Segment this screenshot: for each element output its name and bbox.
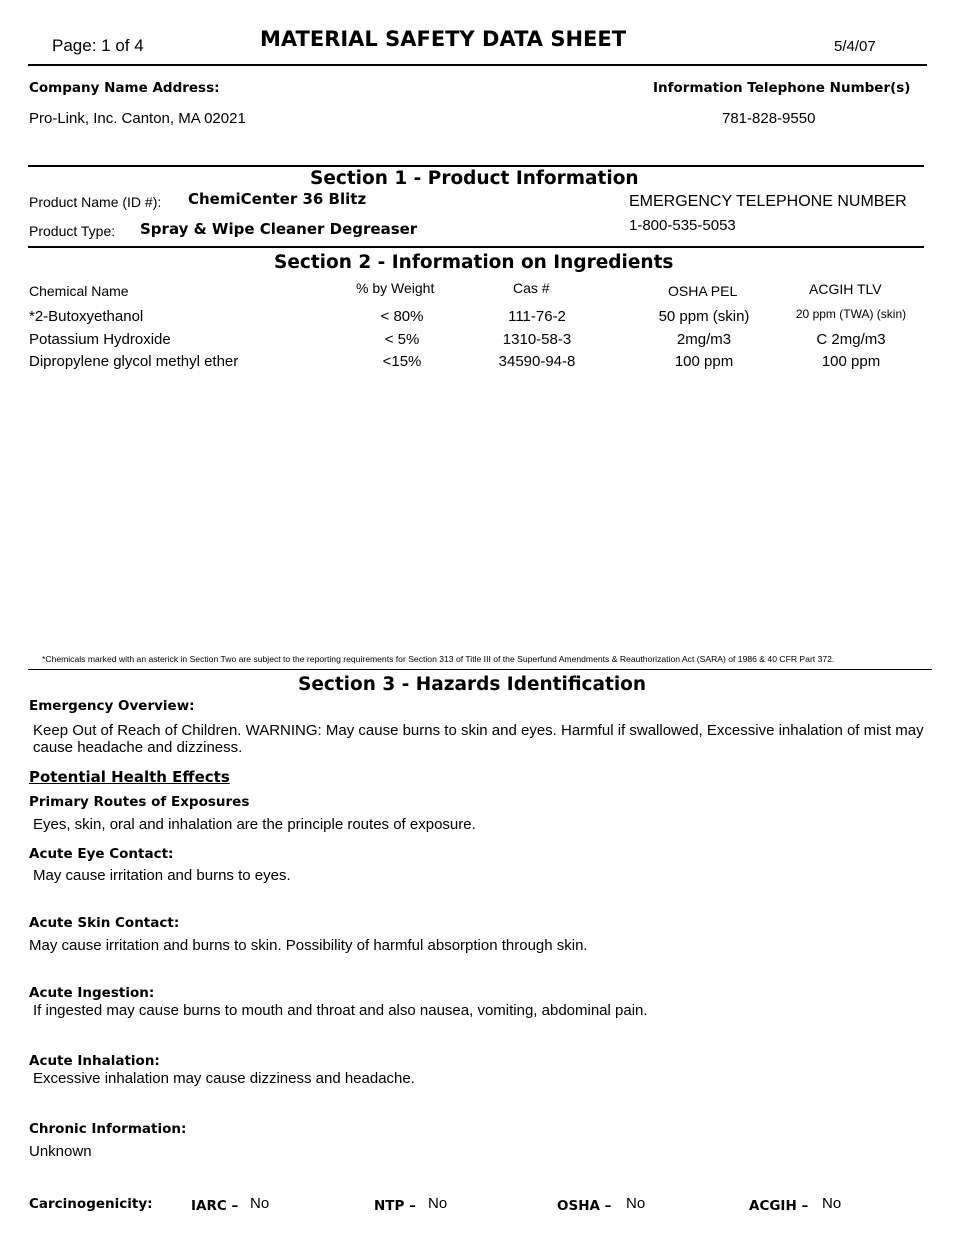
- table-row-cas: 1310-58-3: [502, 331, 572, 348]
- ingestion-text: If ingested may cause burns to mouth and throat and also nausea, vomiting, abdominal pain.: [33, 1002, 648, 1019]
- ntp-label: NTP –: [374, 1198, 416, 1214]
- col-header-chemical: Chemical Name: [29, 283, 129, 299]
- table-row-osha: 50 ppm (skin): [658, 308, 750, 325]
- col-header-weight: % by Weight: [356, 280, 435, 296]
- product-type-value: Spray & Wipe Cleaner Degreaser: [140, 220, 418, 238]
- inhalation-label: Acute Inhalation:: [29, 1053, 160, 1069]
- table-row-weight: < 80%: [380, 308, 424, 325]
- table-row-cas: 34590-94-8: [498, 353, 576, 370]
- document-title: MATERIAL SAFETY DATA SHEET: [260, 27, 627, 51]
- page-number: Page: 1 of 4: [52, 36, 144, 55]
- osha-label: OSHA –: [557, 1198, 612, 1214]
- ingestion-label: Acute Ingestion:: [29, 985, 155, 1001]
- company-label: Company Name Address:: [29, 80, 220, 96]
- osha-value: No: [626, 1195, 646, 1212]
- table-row-weight: < 5%: [384, 331, 420, 348]
- potential-health-effects-heading: Potential Health Effects: [29, 768, 230, 786]
- company-value: Pro-Link, Inc. Canton, MA 02021: [29, 110, 246, 127]
- emergency-phone-value: 1-800-535-5053: [629, 217, 736, 234]
- emergency-overview-text: Keep Out of Reach of Children. WARNING: May cause burns to skin and eyes. Harmful if swallowed, Excessive inhalation of mist may cause headache and dizziness.: [33, 722, 924, 756]
- table-row-acgih: 20 ppm (TWA) (skin): [795, 307, 907, 321]
- acgih-label: ACGIH –: [749, 1198, 809, 1214]
- routes-text: Eyes, skin, oral and inhalation are the principle routes of exposure.: [33, 816, 476, 833]
- table-row-weight: <15%: [382, 353, 422, 370]
- ntp-value: No: [428, 1195, 448, 1212]
- phone-value: 781-828-9550: [722, 110, 816, 127]
- table-row-osha: 2mg/m3: [676, 331, 732, 348]
- emergency-overview-label: Emergency Overview:: [29, 698, 195, 714]
- product-name-label: Product Name (ID #):: [29, 194, 162, 210]
- header-divider: [28, 64, 927, 66]
- section3-title: Section 3 - Hazards Identification: [298, 674, 647, 695]
- carcinogenicity-label: Carcinogenicity:: [29, 1196, 153, 1212]
- routes-label: Primary Routes of Exposures: [29, 794, 250, 810]
- sara-footnote: *Chemicals marked with an asterick in Section Two are subject to the reporting requirements for Section 313 of Title III of the Superfund Amendments & Reauthorization Act (SARA) of 1986 & 40 CFR Part 372.: [42, 654, 835, 664]
- col-header-acgih: ACGIH TLV: [809, 281, 882, 297]
- phone-label: Information Telephone Number(s): [653, 80, 911, 96]
- col-header-osha: OSHA PEL: [668, 283, 738, 299]
- iarc-label: IARC –: [191, 1198, 239, 1214]
- eye-contact-text: May cause irritation and burns to eyes.: [33, 867, 291, 884]
- section2-divider: [28, 246, 924, 248]
- section1-title: Section 1 - Product Information: [310, 168, 639, 189]
- table-row-osha: 100 ppm: [674, 353, 734, 370]
- table-row-chemical: Dipropylene glycol methyl ether: [29, 353, 239, 370]
- table-row-acgih: 100 ppm: [821, 353, 881, 370]
- table-row-chemical: *2-Butoxyethanol: [29, 308, 144, 325]
- skin-contact-text: May cause irritation and burns to skin. Possibility of harmful absorption through skin.: [29, 937, 588, 954]
- iarc-value: No: [250, 1195, 270, 1212]
- table-row-chemical: Potassium Hydroxide: [29, 331, 171, 348]
- chronic-text: Unknown: [29, 1143, 92, 1160]
- emergency-phone-label: EMERGENCY TELEPHONE NUMBER: [629, 193, 907, 210]
- skin-contact-label: Acute Skin Contact:: [29, 915, 180, 931]
- chronic-label: Chronic Information:: [29, 1121, 187, 1137]
- product-name-value: ChemiCenter 36 Blitz: [188, 190, 367, 208]
- document-date: 5/4/07: [834, 38, 876, 55]
- eye-contact-label: Acute Eye Contact:: [29, 846, 174, 862]
- col-header-cas: Cas #: [513, 280, 550, 296]
- acgih-value: No: [822, 1195, 842, 1212]
- table-row-cas: 111-76-2: [508, 308, 566, 325]
- section3-divider: [28, 669, 932, 670]
- section2-title: Section 2 - Information on Ingredients: [274, 252, 674, 273]
- product-type-label: Product Type:: [29, 223, 116, 239]
- section1-divider: [28, 165, 924, 167]
- inhalation-text: Excessive inhalation may cause dizziness and headache.: [33, 1070, 415, 1087]
- table-row-acgih: C 2mg/m3: [816, 331, 886, 348]
